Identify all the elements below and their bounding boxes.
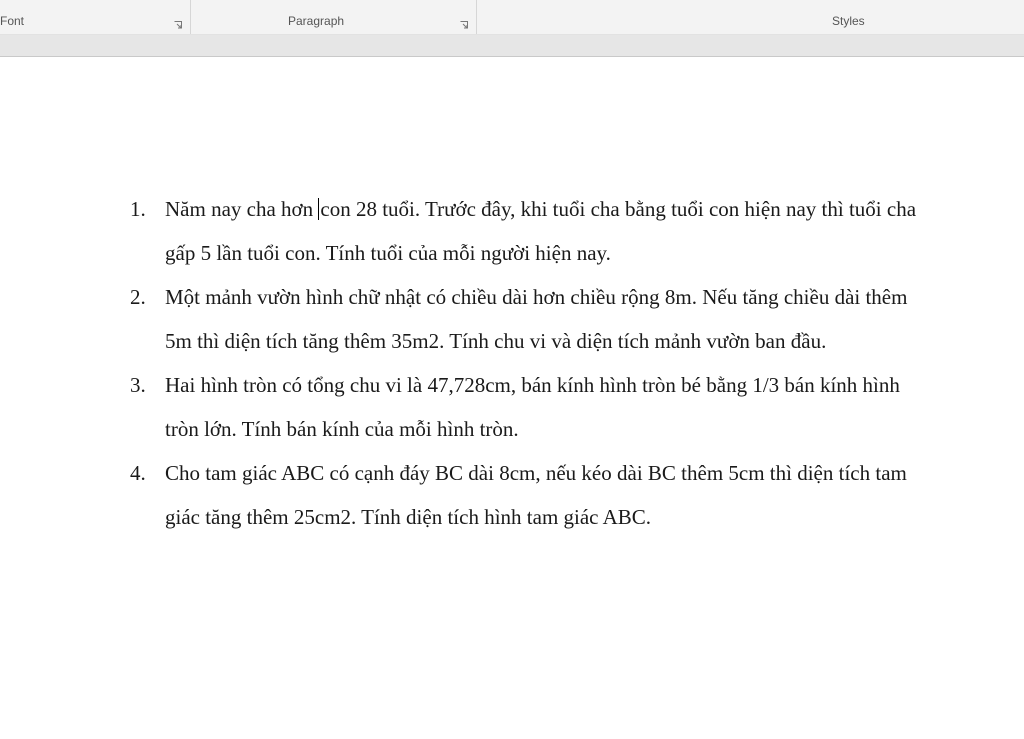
document-page[interactable]: [0, 57, 1024, 739]
list-item[interactable]: [130, 363, 930, 451]
text-after-caret: con 28 tuổi. Trước đây, khi tuổi cha bằng tuổi con hiện nay thì tuổi cha gấp 5 lần tuổi con. Tính tuổi của mỗi người hiện nay.: [165, 197, 917, 265]
list-item[interactable]: [130, 275, 930, 363]
list-number: 3.: [130, 373, 146, 397]
ruler-strip: [0, 35, 1024, 57]
list-item[interactable]: [130, 187, 930, 275]
font-dialog-launcher-icon[interactable]: [174, 16, 182, 24]
group-label-styles: Styles: [832, 14, 865, 28]
list-number: 4.: [130, 461, 146, 485]
list-number: 2.: [130, 285, 146, 309]
list-item-text[interactable]: Hai hình tròn có tổng chu vi là 47,728cm, bán kính hình tròn bé bằng 1/3 bán kính hình tròn lớn. Tính bán kính của mỗi hình tròn.: [165, 373, 900, 441]
list-item-text[interactable]: Một mảnh vườn hình chữ nhật có chiều dài hơn chiều rộng 8m. Nếu tăng chiều dài thêm 5m thì diện tích tăng thêm 35m2. Tính chu vi và diện tích mảnh vườn ban đầu.: [165, 285, 908, 353]
ribbon-group-paragraph: [190, 0, 477, 34]
ribbon: [0, 0, 1024, 35]
list-item-text[interactable]: [165, 187, 930, 275]
ribbon-group-font: [0, 0, 191, 34]
text-before-caret: Năm nay cha hơn: [165, 197, 319, 221]
list-number: 1.: [130, 197, 146, 221]
group-label-font: Font: [0, 14, 25, 28]
list-item-text[interactable]: Cho tam giác ABC có cạnh đáy BC dài 8cm, nếu kéo dài BC thêm 5cm thì diện tích tam giác tăng thêm 25cm2. Tính diện tích hình tam giác ABC.: [165, 461, 907, 529]
paragraph-dialog-launcher-icon[interactable]: [460, 16, 468, 24]
ribbon-group-styles: [477, 0, 1024, 34]
group-label-paragraph: Paragraph: [288, 14, 345, 28]
numbered-list: [130, 187, 930, 539]
list-item[interactable]: [130, 451, 930, 539]
